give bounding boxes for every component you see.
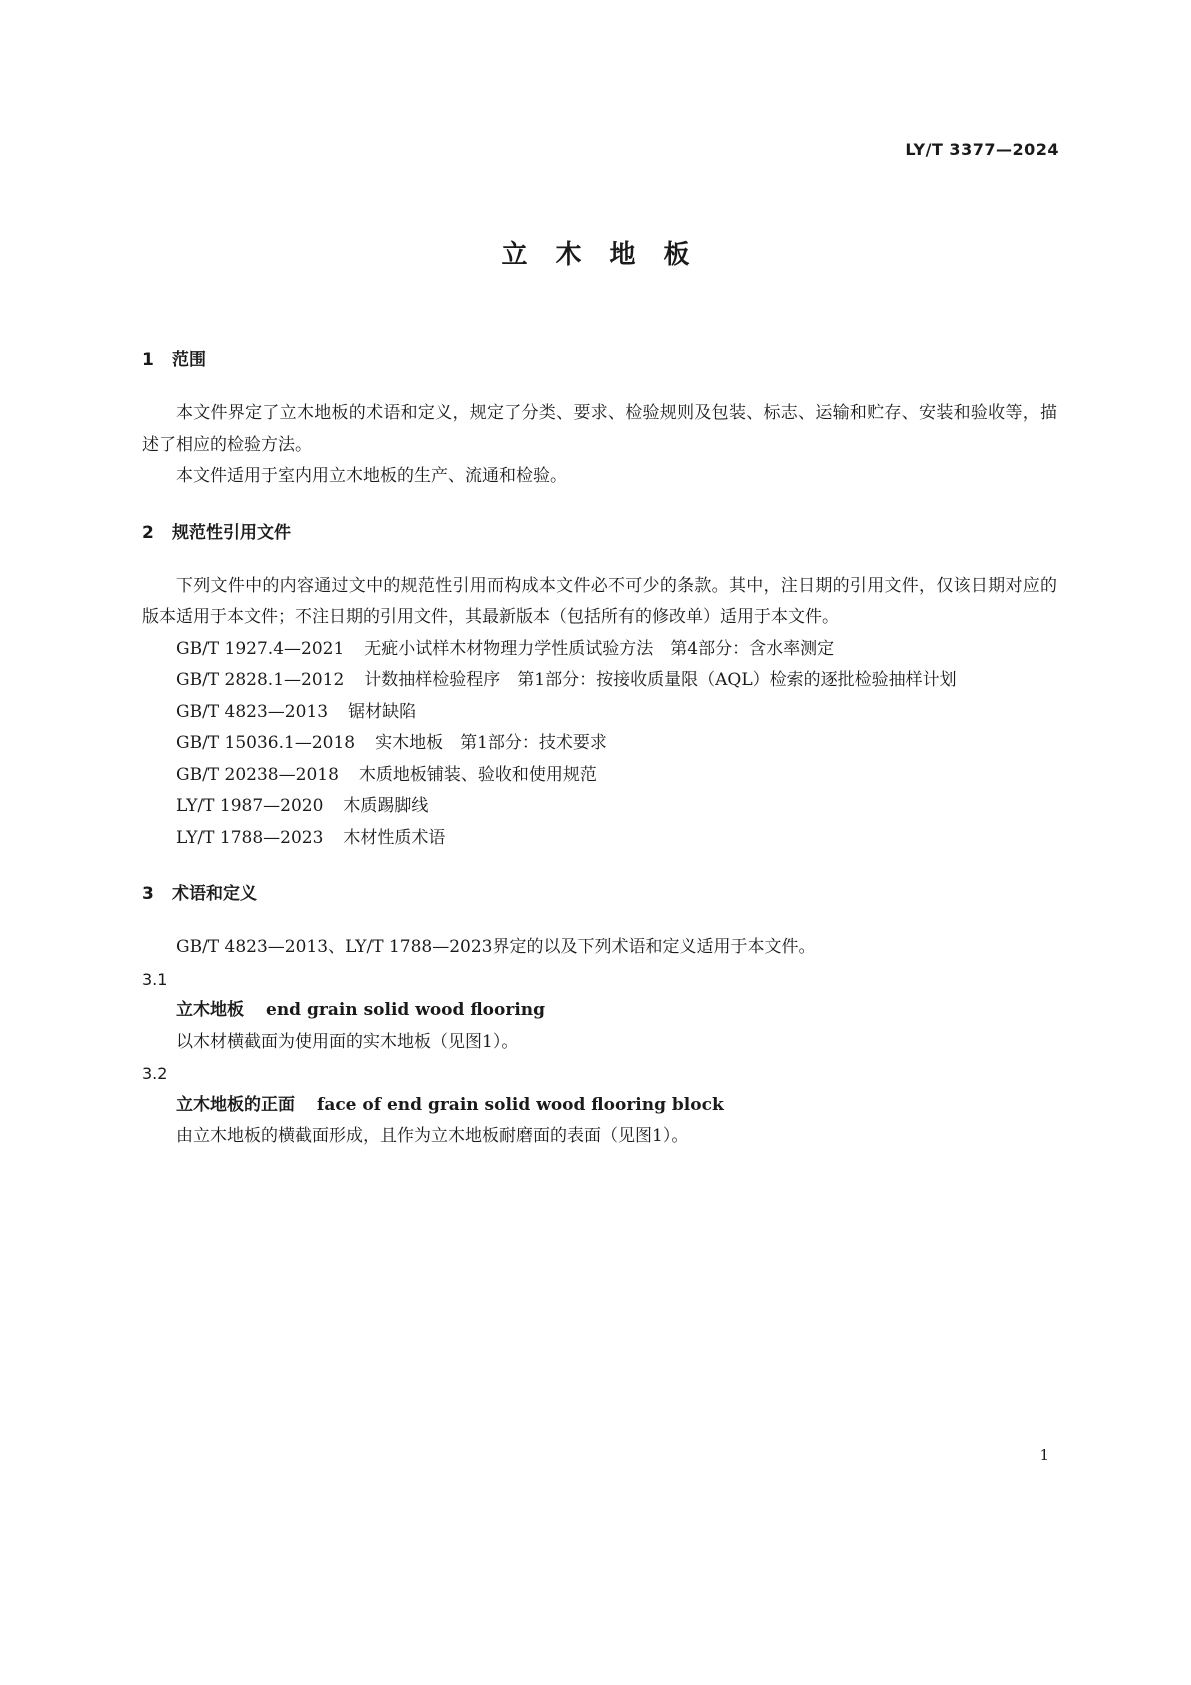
reference-code: LY/T 1788—2023 bbox=[176, 827, 324, 848]
term-definition: 由立木地板的横截面形成，且作为立木地板耐磨面的表面（见图1）。 bbox=[176, 1126, 689, 1146]
term-number: 3.2 bbox=[142, 1064, 168, 1083]
document-number: LY/T 3377—2024 bbox=[905, 140, 1059, 159]
reference-title: 计数抽样检验程序 第1部分：按接收质量限（AQL）检索的逐批检验抽样计划 bbox=[364, 670, 957, 690]
reference-title: 无疵小试样木材物理力学性质试验方法 第4部分：含水率测定 bbox=[364, 638, 835, 659]
section-heading-scope bbox=[142, 344, 1057, 376]
term-number: 3.1 bbox=[142, 969, 168, 989]
reference-code: GB/T 1927.4—2021 bbox=[176, 638, 345, 659]
document-body bbox=[142, 344, 1057, 1153]
term-name bbox=[142, 1090, 1057, 1122]
reference-item bbox=[142, 634, 1057, 666]
term-name bbox=[142, 995, 1057, 1027]
term-name-en: end grain solid wood flooring bbox=[266, 1000, 546, 1020]
reference-title: 木质地板铺装、验收和使用规范 bbox=[358, 764, 597, 785]
term-entry bbox=[142, 964, 1057, 1059]
reference-code: GB/T 4823—2013 bbox=[176, 701, 329, 722]
term-name-zh: 立木地板的正面 bbox=[176, 1094, 295, 1115]
reference-title: 木质踢脚线 bbox=[343, 796, 429, 816]
paragraph: GB/T 4823—2013、LY/T 1788—2023界定的以及下列术语和定义适用于本文件。 bbox=[176, 937, 816, 957]
section-title: 范围 bbox=[172, 350, 206, 370]
paragraph: 下列文件中的内容通过文中的规范性引用而构成本文件必不可少的条款。其中，注日期的引用文件，仅该日期对应的版本适用于本文件；不注日期的引用文件，其最新版本（包括所有的修改单）适用于本文件。 bbox=[142, 575, 1057, 627]
paragraph: 本文件适用于室内用立木地板的生产、流通和检验。 bbox=[176, 466, 567, 486]
reference-code: LY/T 1987—2020 bbox=[176, 796, 324, 816]
reference-list bbox=[142, 634, 1057, 855]
reference-title: 木材性质术语 bbox=[343, 827, 446, 848]
reference-item bbox=[142, 728, 1057, 760]
section-heading-terms-definitions bbox=[142, 878, 1057, 910]
term-name-zh: 立木地板 bbox=[176, 1000, 244, 1020]
reference-item bbox=[142, 760, 1057, 792]
reference-item bbox=[142, 791, 1057, 823]
reference-item bbox=[142, 665, 1057, 697]
section-title: 规范性引用文件 bbox=[172, 522, 291, 543]
document-title: 立木地板 bbox=[501, 240, 718, 270]
reference-item bbox=[142, 823, 1057, 855]
paragraph: 本文件界定了立木地板的术语和定义，规定了分类、要求、检验规则及包装、标志、运输和贮存、安装和验收等，描述了相应的检验方法。 bbox=[142, 403, 1057, 455]
section-heading-normative-references bbox=[142, 517, 1057, 549]
reference-title: 锯材缺陷 bbox=[348, 701, 417, 722]
reference-item bbox=[142, 697, 1057, 729]
reference-code: GB/T 20238—2018 bbox=[176, 764, 339, 785]
term-definition: 以木材横截面为使用面的实木地板（见图1）。 bbox=[176, 1031, 519, 1052]
section-title: 术语和定义 bbox=[172, 884, 257, 904]
reference-code: GB/T 2828.1—2012 bbox=[176, 670, 345, 690]
section-number: 2 bbox=[142, 522, 154, 543]
section-number: 1 bbox=[142, 350, 154, 370]
section-number: 3 bbox=[142, 884, 154, 904]
reference-code: GB/T 15036.1—2018 bbox=[176, 733, 356, 753]
reference-title: 实木地板 第1部分：技术要求 bbox=[375, 733, 607, 753]
term-entry bbox=[142, 1058, 1057, 1153]
term-name-en: face of end grain solid wood flooring block bbox=[317, 1094, 724, 1115]
page-number: 1 bbox=[1039, 1446, 1049, 1464]
